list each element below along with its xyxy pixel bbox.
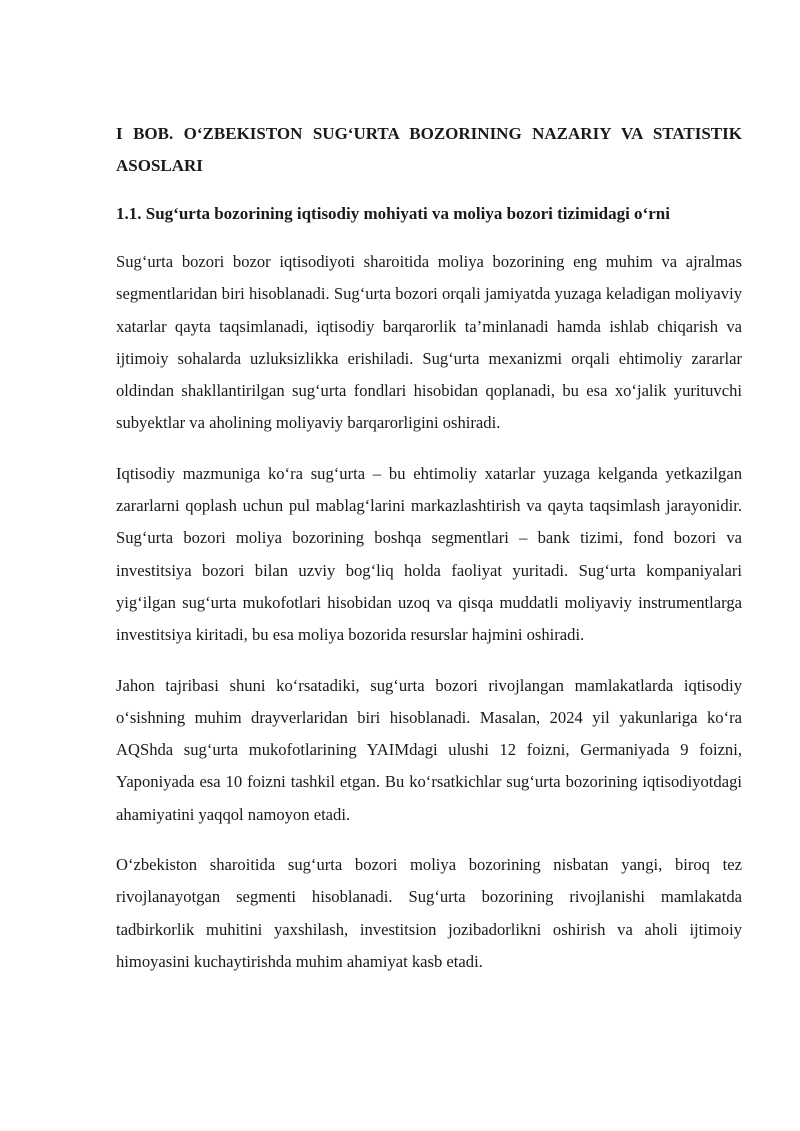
document-page [116,118,742,996]
paragraph: Jahon tajribasi shuni ko‘rsatadiki, sug‘urta bozori rivojlangan mamlakatlarda iqtisodiy o‘sishning muhim drayverlaridan biri hisoblanadi. Masalan, 2024 yil yakunlariga ko‘ra AQShda sug‘urta mukofotlarining YAIMdagi ulushi 12 foizni, Germaniyada 9 foizni, Yaponiyada esa 10 foizni tashkil etgan. Bu ko‘rsatkichlar sug‘urta bozorining iqtisodiyotdagi ahamiyatini yaqqol namoyon etadi. [116,675,742,824]
paragraph: Sug‘urta bozori bozor iqtisodiyoti sharoitida moliya bozorining eng muhim va ajralmas segmentlaridan biri hisoblanadi. Sug‘urta bozori orqali jamiyatda yuzaga keladigan moliyaviy xatarlar qayta taqsimlanadi, iqtisodiy barqarorlik ta’minlanadi hamda ishlab chiqarish va ijtimoiy sohalarda uzluksizlikka erishiladi. Sug‘urta mexanizmi orqali ehtimoliy zararlar oldindan shakllantirilgan sug‘urta fondlari hisobidan qoplanadi, bu esa xo‘jalik yurituvchi subyektlar va aholining moliyaviy barqarorligini oshiradi. [116,252,742,433]
chapter-title: I BOB. O‘ZBEKISTON SUG‘URTA BOZORINING NAZARIY VA STATISTIK ASOSLARI [116,124,742,175]
paragraph: Iqtisodiy mazmuniga ko‘ra sug‘urta – bu ehtimoliy xatarlar yuzaga kelganda yetkazilgan zararlarni qoplash uchun pul mablag‘larini markazlashtirish va qayta taqsimlash jarayonidir. Sug‘urta bozori moliya bozorining boshqa segmentlari – bank tizimi, fond bozori va investitsiya bozori bilan uzviy bog‘liq holda faoliyat yuritadi. Sug‘urta kompaniyalari yig‘ilgan sug‘urta mukofotlari hisobidan uzoq va qisqa muddatli moliyaviy instrumentlarga investitsiya kiritadi, bu esa moliya bozorida resurslar hajmini oshiradi. [116,463,742,645]
section-title: 1.1. Sug‘urta bozorining iqtisodiy mohiyati va moliya bozori tizimidagi o‘rni [116,204,670,223]
paragraph: O‘zbekiston sharoitida sug‘urta bozori moliya bozorining nisbatan yangi, biroq tez rivojlanayotgan segmenti hisoblanadi. Sug‘urta bozorining rivojlanishi mamlakatda tadbirkorlik muhitini yaxshilash, investitsion jozibadorlikni oshirish va aholi ijtimoiy himoyasini kuchaytirishda muhim ahamiyat kasb etadi. [116,855,742,971]
